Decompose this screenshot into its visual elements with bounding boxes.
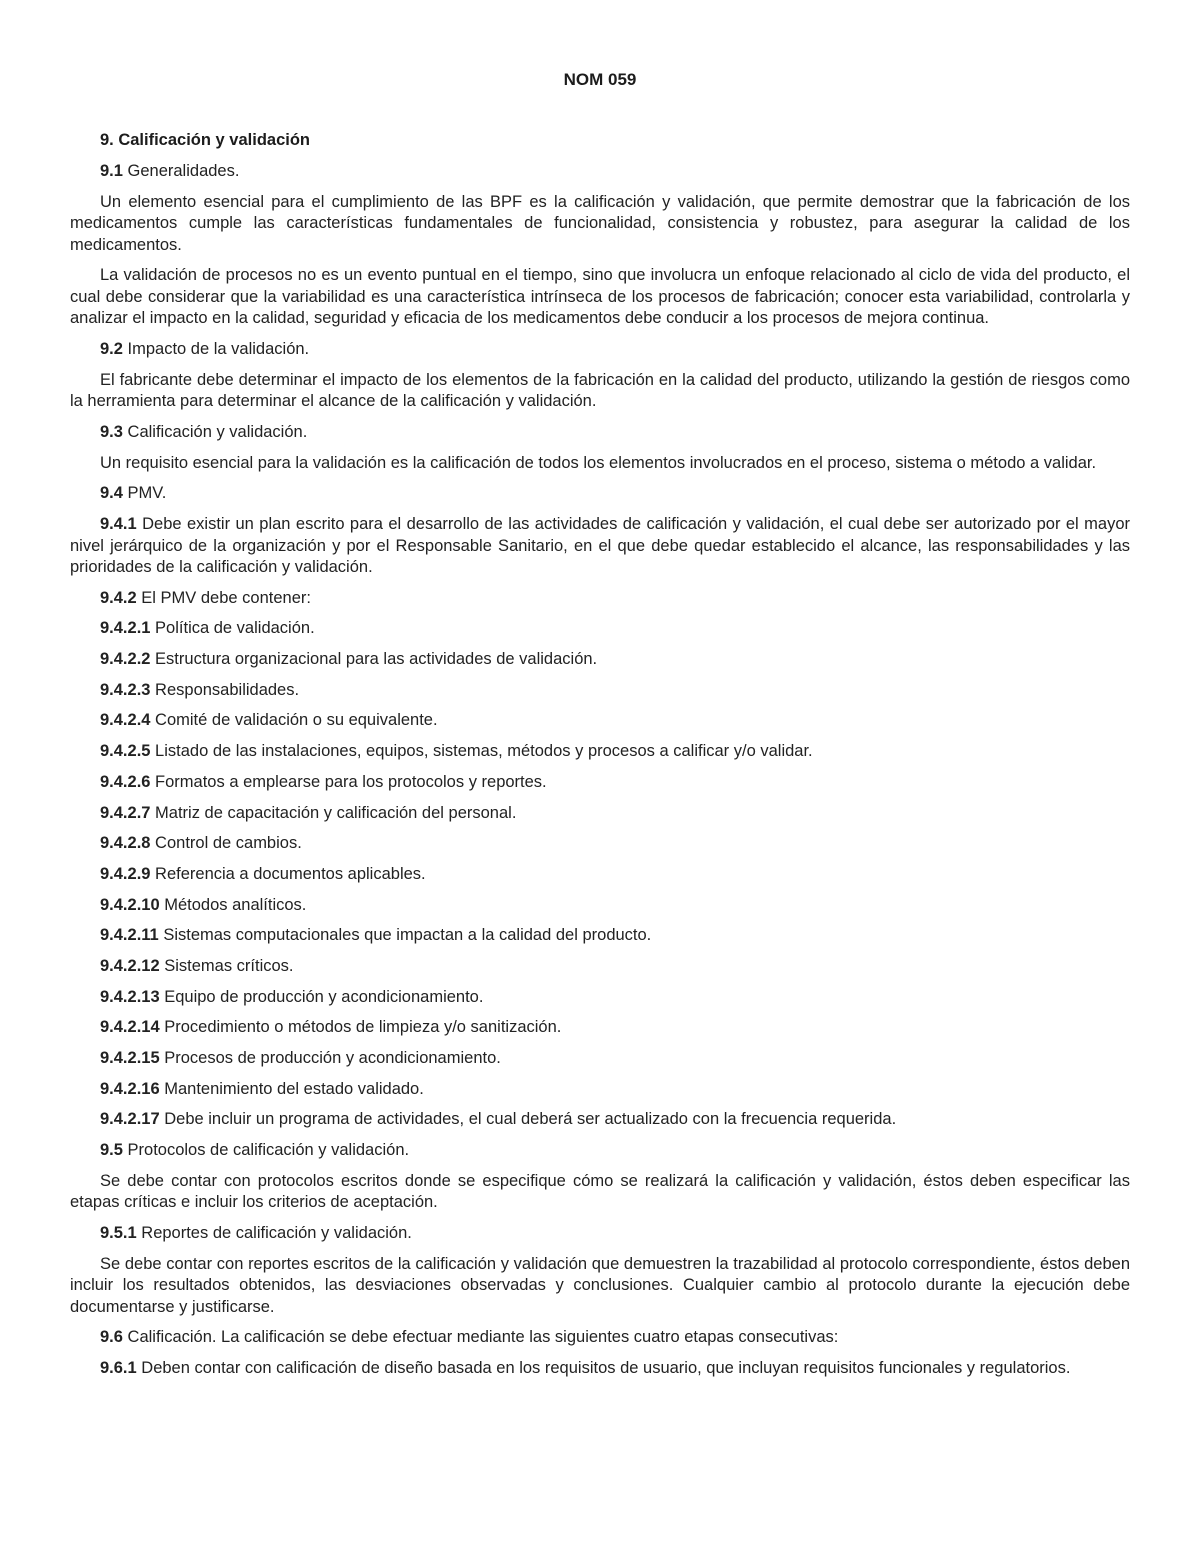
numbered-paragraph xyxy=(70,1109,1130,1131)
clause-number: 9.4.2.17 xyxy=(100,1110,160,1129)
paragraph-text: Referencia a documentos aplicables. xyxy=(150,864,426,883)
numbered-paragraph xyxy=(70,710,1130,732)
numbered-paragraph xyxy=(70,1048,1130,1070)
clause-number: 9.4.2.1 xyxy=(100,619,151,638)
paragraph-text: Mantenimiento del estado validado. xyxy=(159,1079,424,1098)
clause-number: 9.4.2.2 xyxy=(100,650,151,669)
paragraph-text: Listado de las instalaciones, equipos, sistemas, métodos y procesos a calificar y/o validar. xyxy=(150,742,813,761)
numbered-paragraph xyxy=(70,588,1130,610)
paragraph-text: Impacto de la validación. xyxy=(122,340,310,359)
clause-number: 9.6.1 xyxy=(100,1359,137,1377)
paragraph-text: Debe incluir un programa de actividades, el cual deberá ser actualizado con la frecuencia requerida. xyxy=(159,1110,897,1129)
paragraph-text: Sistemas críticos. xyxy=(159,956,294,975)
paragraph-text: Se debe contar con protocolos escritos donde se especifique cómo se realizará la calificación y validación, éstos deben especificar las etapas críticas e incluir los criterios de aceptación. xyxy=(70,1171,1130,1212)
body-paragraph xyxy=(70,192,1130,257)
numbered-paragraph xyxy=(70,864,1130,886)
numbered-paragraph xyxy=(70,741,1130,763)
clause-number: 9.4.2.5 xyxy=(100,742,151,761)
clause-number: 9.4.2.13 xyxy=(100,987,160,1006)
clause-number: 9.4.1 xyxy=(100,515,137,533)
numbered-paragraph xyxy=(70,649,1130,671)
paragraph-text: Procesos de producción y acondicionamiento. xyxy=(159,1049,501,1067)
clause-number: 9.4.2.15 xyxy=(100,1049,160,1067)
numbered-paragraph xyxy=(70,895,1130,917)
clause-number: 9.2 xyxy=(100,340,123,359)
paragraph-text: El fabricante debe determinar el impacto de los elementos de la fabricación en la calidad del producto, utilizando la gestión de riesgos como la herramienta para determinar el alcance de la calificación y validación. xyxy=(70,370,1130,411)
clause-number: 9.3 xyxy=(100,422,123,441)
paragraph-text: Un requisito esencial para la validación es la calificación de todos los elementos involucrados en el proceso, sistema o método a validar. xyxy=(100,453,1097,472)
numbered-paragraph xyxy=(70,422,1130,444)
clause-number: 9.4.2.14 xyxy=(100,1018,160,1037)
paragraph-text: Calificación y validación. xyxy=(122,422,308,441)
paragraph-text: Equipo de producción y acondicionamiento. xyxy=(159,987,484,1006)
paragraph-text: Generalidades. xyxy=(122,162,240,180)
body-paragraph xyxy=(70,1171,1130,1214)
numbered-paragraph xyxy=(70,1223,1130,1245)
section-heading: 9. Calificación y validación xyxy=(100,131,310,149)
paragraph-text: Formatos a emplearse para los protocolos y reportes. xyxy=(150,772,547,791)
paragraph-text: Comité de validación o su equivalente. xyxy=(150,711,438,730)
document-body xyxy=(70,161,1130,1380)
numbered-paragraph xyxy=(70,1079,1130,1101)
numbered-paragraph xyxy=(70,680,1130,702)
clause-number: 9.1 xyxy=(100,162,123,180)
clause-number: 9.4.2.7 xyxy=(100,803,151,822)
paragraph-text: Debe existir un plan escrito para el desarrollo de las actividades de calificación y validación, el cual debe ser autorizado por el mayor nivel jerárquico de la organización y por el Responsable Sanitario, en el que debe quedar establecido el alcance, las responsabilidades y las prioridades de la calificación y validación. xyxy=(70,515,1130,576)
numbered-paragraph xyxy=(70,833,1130,855)
numbered-paragraph xyxy=(70,483,1130,505)
paragraph-text: PMV. xyxy=(122,484,167,503)
paragraph-text: Procedimiento o métodos de limpieza y/o sanitización. xyxy=(159,1018,562,1037)
numbered-paragraph xyxy=(70,1017,1130,1039)
paragraph-text: Calificación. La calificación se debe efectuar mediante las siguientes cuatro etapas consecutivas: xyxy=(122,1328,839,1347)
numbered-paragraph xyxy=(70,956,1130,978)
clause-number: 9.4.2.9 xyxy=(100,864,151,883)
paragraph-text: Estructura organizacional para las actividades de validación. xyxy=(150,650,598,669)
paragraph-text: La validación de procesos no es un evento puntual en el tiempo, sino que involucra un enfoque relacionado al ciclo de vida del producto, el cual debe considerar que la variabilidad es una característica intrínseca de los procesos de fabricación; conocer esta variabilidad, controlarla y analizar el impacto en la calidad, seguridad y eficacia de los medicamentos debe conducir a los procesos de mejora continua. xyxy=(70,266,1130,328)
document-title: NOM 059 xyxy=(563,70,637,89)
clause-number: 9.4.2 xyxy=(100,588,137,607)
clause-number: 9.4.2.12 xyxy=(100,956,160,975)
paragraph-text: Política de validación. xyxy=(150,619,315,638)
paragraph-text: Protocolos de calificación y validación. xyxy=(122,1141,410,1160)
paragraph-text: Reportes de calificación y validación. xyxy=(136,1223,412,1242)
numbered-paragraph xyxy=(70,618,1130,640)
body-paragraph xyxy=(70,265,1130,330)
paragraph-text: Deben contar con calificación de diseño basada en los requisitos de usuario, que incluyan requisitos funcionales y regulatorios. xyxy=(136,1359,1071,1377)
numbered-paragraph xyxy=(70,987,1130,1009)
paragraph-text: Control de cambios. xyxy=(150,834,302,853)
paragraph-text: El PMV debe contener: xyxy=(136,588,311,607)
numbered-paragraph xyxy=(70,1358,1130,1380)
numbered-paragraph xyxy=(70,1140,1130,1162)
clause-number: 9.5 xyxy=(100,1141,123,1160)
paragraph-text: Responsabilidades. xyxy=(150,680,300,699)
clause-number: 9.4.2.11 xyxy=(100,926,159,945)
clause-number: 9.4.2.8 xyxy=(100,834,151,853)
numbered-paragraph xyxy=(70,514,1130,579)
body-paragraph xyxy=(70,370,1130,413)
clause-number: 9.6 xyxy=(100,1328,123,1347)
paragraph-text: Un elemento esencial para el cumplimiento de las BPF es la calificación y validación, que permite demostrar que la fabricación de los medicamentos cumple las características fundamentales de funcionalidad, consistencia y robustez, para asegurar la calidad de los medicamentos. xyxy=(70,192,1130,254)
clause-number: 9.4.2.3 xyxy=(100,680,151,699)
paragraph-text: Métodos analíticos. xyxy=(159,895,307,914)
clause-number: 9.5.1 xyxy=(100,1223,137,1242)
paragraph-text: Sistemas computacionales que impactan a la calidad del producto. xyxy=(158,926,652,945)
numbered-paragraph xyxy=(70,772,1130,794)
clause-number: 9.4 xyxy=(100,484,123,503)
numbered-paragraph xyxy=(70,803,1130,825)
clause-number: 9.4.2.4 xyxy=(100,711,151,730)
paragraph-text: Se debe contar con reportes escritos de la calificación y validación que demuestren la trazabilidad al protocolo correspondiente, éstos deben incluir los resultados obtenidos, las desviaciones observadas y conclusiones. Cualquier cambio al protocolo durante la ejecución debe documentarse y justificarse. xyxy=(70,1254,1130,1316)
numbered-paragraph xyxy=(70,1327,1130,1349)
clause-number: 9.4.2.16 xyxy=(100,1079,160,1098)
clause-number: 9.4.2.10 xyxy=(100,895,160,914)
numbered-paragraph xyxy=(70,339,1130,361)
paragraph-text: Matriz de capacitación y calificación del personal. xyxy=(150,803,517,822)
clause-number: 9.4.2.6 xyxy=(100,772,151,791)
numbered-paragraph xyxy=(70,161,1130,183)
body-paragraph xyxy=(70,453,1130,475)
numbered-paragraph xyxy=(70,925,1130,947)
body-paragraph xyxy=(70,1254,1130,1319)
